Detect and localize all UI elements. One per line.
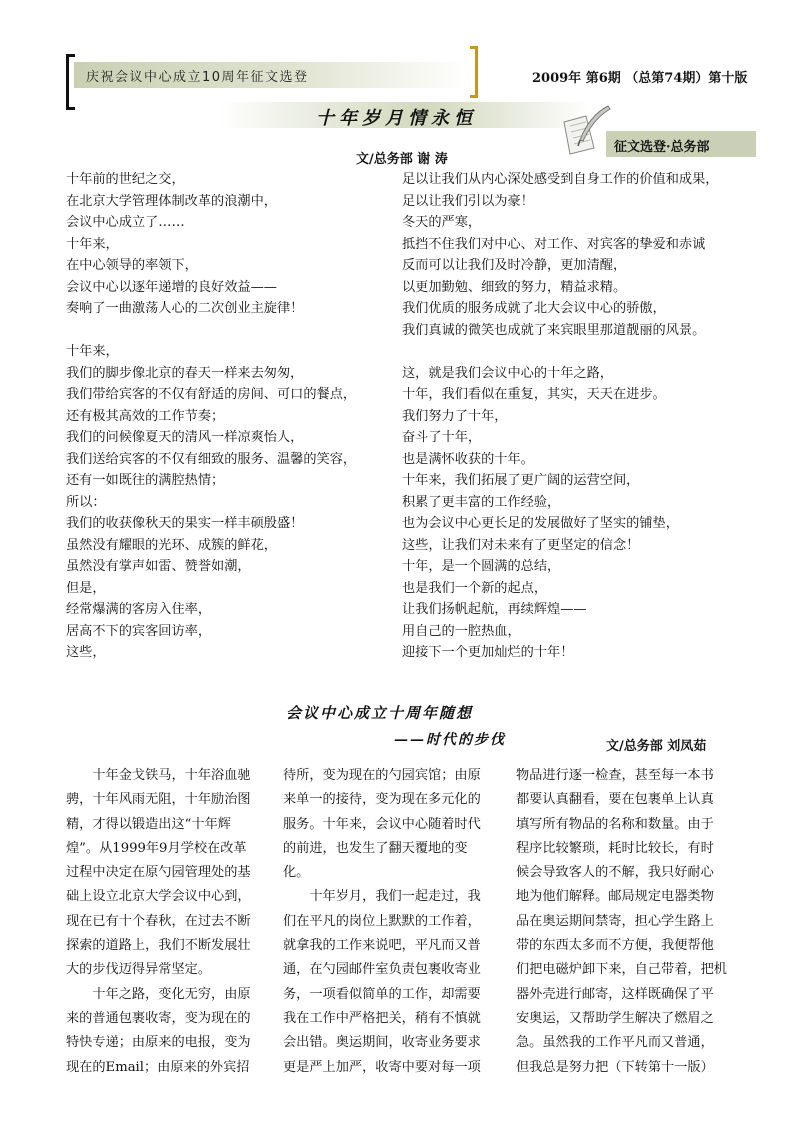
poem-line: 反而可以让我们及时冷静，更加清醒， [402,258,627,273]
poem-line: 虽然没有掌声如雷、赞誉如潮， [66,559,251,574]
poem-line: 也为会议中心更长足的发展做好了坚实的铺垫， [402,516,679,531]
essay-line: 程序比较繁琐，耗时比较长，有时 [516,840,714,856]
poem-line: 所以： [66,494,106,510]
essay-line: 化。 [283,865,310,881]
article-byline: 文/总务部 谢 涛 [356,152,448,167]
essay-line: 骋，十年风雨无阻，十年励治图 [66,792,251,808]
essay-line: 础上设立北京大学会议中心到， [66,889,251,905]
poem-line: 我们真诚的微笑也成就了来宾眼里那道靓丽的风景。 [402,322,706,338]
essay-line: 带的东西太多而不方便，我便帮他 [516,938,714,954]
poem-line: 奏响了一曲激荡人心的二次创业主旋律！ [66,301,304,316]
poem-line: 十年来， [66,344,119,359]
poem-line: 这些， [66,645,106,660]
essay-line: 填写所有物品的名称和数量。由于 [516,816,714,832]
poem-line: 经常爆满的客房入住率， [66,602,212,617]
poem-line: 但是， [66,580,106,596]
article-title: 十年岁月情永恒 [316,108,477,129]
poem-line: 让我们扬帆起航，再续辉煌—— [402,602,587,617]
essay-line: 十年之路，变化无穷，由原 [66,986,251,1002]
poem-line: 还有极其高效的工作节奏； [66,408,225,424]
poem-line: 抵挡不住我们对中心、对工作、对宾客的挚爱和赤诚 [402,236,706,252]
essay-byline: 文/总务部 刘凤茹 [606,739,707,754]
poem-line: 居高不下的宾客回访率， [66,623,212,639]
poem-line: 十年来， [66,236,119,252]
poem-line: 冬天的严寒， [402,215,482,230]
essay-line: 务，一项看似简单的工作，却需要 [283,986,481,1002]
poem-line: 虽然没有耀眼的光环、成簇的鲜花， [66,537,277,553]
poem-line: 这，就是我们会议中心的十年之路， [402,365,613,381]
poem-line: 会议中心以逐年递增的良好效益—— [66,279,277,295]
column-label: 征文选登·总务部 [614,140,710,155]
essay-line: 但我总是努力把（下转第十一版） [516,1059,714,1075]
poem-line: 足以让我们引以为豪！ [402,193,534,209]
poem-line: 积累了更丰富的工作经验， [402,494,561,510]
essay-line: 十年岁月，我们一起走过，我 [283,889,481,905]
essay-column-1 [66,764,251,1080]
poem-left-column [66,169,356,664]
essay-line: 会出错。奥运期间，收寄业务要求 [283,1035,481,1051]
poem-line: 我们的脚步像北京的春天一样来去匆匆， [66,365,304,381]
essay-line: 待所，变为现在的勺园宾馆；由原 [283,768,481,783]
essay-line: 十年金戈铁马，十年浴血驰 [66,768,251,783]
essay-line: 过程中决定在原勺园管理处的基 [66,865,251,881]
poem-line: 用自己的一腔热血， [402,623,521,639]
poem-line: 也是满怀收获的十年。 [402,451,534,467]
poem-line: 足以让我们从内心深处感受到自身工作的价值和成果， [402,172,719,187]
essay-line: 煌”。从1999年9月学校在改革 [66,840,247,856]
header-title: 庆祝会议中心成立10周年征文选登 [86,70,309,85]
poem-line: 十年前的世纪之交， [66,172,185,187]
essay-line: 大的步伐迈得异常坚定。 [66,962,212,978]
essay-line: 更是严上加严，收寄中要对每一项 [283,1059,481,1075]
essay-line: 精，才得以锻造出这“十年辉 [66,816,231,832]
essay-line: 地为他们解释。邮局规定电器类物 [516,889,714,905]
essay-line: 特快专递；由原来的电报，变为 [66,1035,251,1051]
poem-line: 在中心领导的率领下， [66,258,198,273]
essay-line: 服务。十年来，会议中心随着时代 [283,816,481,832]
poem-line: 迎接下一个更加灿烂的十年！ [402,645,574,660]
left-bracket-ornament [66,54,75,110]
essay-line: 急。虽然我的工作平凡而又普通， [516,1035,714,1051]
essay-line: 品在奥运期间禁寄，担心学生路上 [516,913,714,929]
essay-line: 们在平凡的岗位上默默的工作着， [283,913,481,929]
poem-line [66,320,356,342]
poem-line: 我们带给宾客的不仅有舒适的房间、可口的餐点， [66,387,357,402]
poem-line: 会议中心成立了…… [66,215,185,230]
poem-right-column [402,169,719,664]
essay-line: 探索的道路上，我们不断发展壮 [66,938,251,954]
poem-line: 我们的问候像夏天的清风一样凉爽怡人， [66,430,304,445]
poem-line: 十年，是一个圆满的总结， [402,559,561,574]
poem-line: 我们送给宾客的不仅有细致的服务、温馨的笑容， [66,451,357,467]
essay-line: 器外壳进行邮寄，这样既确保了平 [516,986,714,1002]
essay-column-3 [516,764,727,1080]
poem-line: 在北京大学管理体制改革的浪潮中， [66,193,277,209]
right-bracket-ornament [470,46,478,98]
essay-line: 候会导致客人的不解，我只好耐心 [516,865,714,881]
essay-line: 们把电磁炉卸下来，自己带着，把机 [516,962,727,978]
poem-line [402,341,719,363]
essay-title: 会议中心成立十周年随想 [286,704,474,722]
poem-line: 十年，我们看似在重复，其实，天天在进步。 [402,387,666,402]
essay-line: 物品进行逐一检查，甚至每一本书 [516,768,714,783]
essay-subtitle: ——时代的步伐 [394,732,506,748]
poem-line: 还有一如既往的满腔热情； [66,473,225,488]
poem-line: 十年来，我们拓展了更广阔的运营空间， [402,473,640,488]
poem-line: 以更加勤勉、细致的努力，精益求精。 [402,279,627,295]
poem-line: 这些，让我们对未来有了更坚定的信念！ [402,537,640,553]
poem-line: 我们优质的服务成就了北大会议中心的骄傲， [402,301,666,316]
poem-line: 我们的收获像秋天的果实一样丰硕殷盛！ [66,516,304,531]
essay-line: 来单一的接待，变为现在多元化的 [283,792,481,808]
essay-column-2 [283,764,481,1080]
poem-line: 奋斗了十年， [402,430,482,445]
essay-line: 的前进，也发生了翻天覆地的变 [283,840,468,856]
essay-line: 通，在勺园邮件室负责包裹收寄业 [283,962,481,978]
poem-line: 我们努力了十年， [402,408,508,424]
issue-info: 2009年 第6期 （总第74期）第十版 [532,71,748,86]
essay-line: 我在工作中严格把关，稍有不慎就 [283,1010,481,1026]
essay-line: 现在已有十个春秋，在过去不断 [66,913,251,929]
essay-line: 安奥运，又帮助学生解决了燃眉之 [516,1010,714,1026]
essay-line: 都要认真翻看，要在包裹单上认真 [516,792,714,808]
essay-line: 现在的Email；由原来的外宾招 [66,1059,250,1075]
essay-line: 来的普通包裹收寄，变为现在的 [66,1010,251,1026]
poem-line: 也是我们一个新的起点， [402,580,548,596]
essay-line: 就拿我的工作来说吧，平凡而又普 [283,938,481,954]
